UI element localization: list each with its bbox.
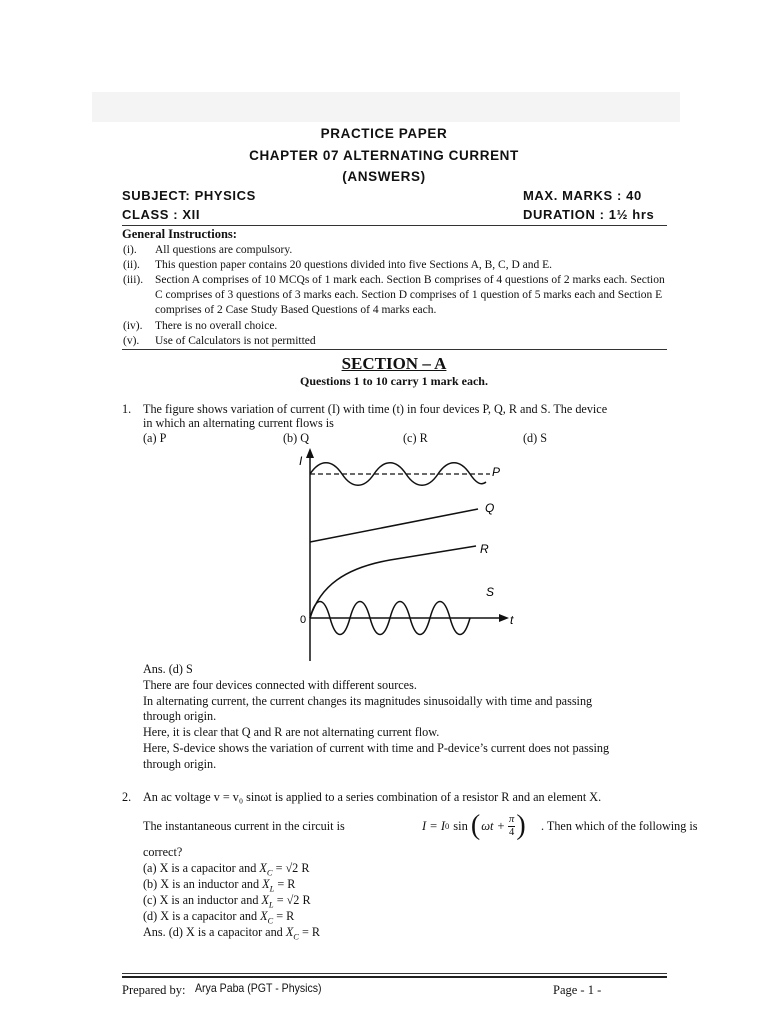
page-number: Page - 1 -	[553, 983, 602, 997]
option-value: = R	[274, 877, 296, 891]
question-number: 2.	[122, 790, 132, 804]
explanation-line: through origin.	[143, 757, 217, 771]
class-label: CLASS : XII	[122, 207, 201, 222]
formula-fraction	[508, 814, 515, 839]
footer-rule-thick	[122, 976, 667, 978]
option-sub: C	[266, 867, 273, 878]
formula-numerator: π	[509, 813, 515, 825]
chapter-title: CHAPTER 07 ALTERNATING CURRENT	[249, 148, 519, 163]
question-text: The figure shows variation of current (I) with time (t) in four devices P, Q, R and S. The device	[143, 402, 608, 416]
option-var: X	[261, 893, 269, 907]
option-text: (c) X is an inductor and	[143, 893, 262, 907]
answer-text: Ans. (d) S	[143, 662, 193, 676]
answer-sub: C	[293, 931, 299, 942]
y-axis-arrow	[306, 448, 314, 458]
curve-r-label: R	[480, 542, 489, 556]
option-value: = √2 R	[272, 861, 310, 875]
formula-right-paren: )	[516, 810, 526, 841]
formula-omega-t: ωt +	[481, 818, 506, 833]
answer-prefix: Ans. (d) X is a capacitor and	[143, 925, 286, 939]
explanation-line: Here, it is clear that Q and R are not alternating current flow.	[143, 725, 440, 739]
option-sub: L	[269, 883, 275, 894]
question-text: An ac voltage v = v₀ sinωt is applied to a series combination of a resistor R and an element X.	[143, 790, 602, 804]
max-marks-label: MAX. MARKS : 40	[523, 188, 642, 203]
answer-value: = R	[298, 925, 321, 939]
option-sub: C	[267, 915, 274, 926]
option-value: = √2 R	[273, 893, 311, 907]
explanation-line: There are four devices connected with different sources.	[143, 678, 417, 692]
instruction-text: Use of Calculators is not permitted	[155, 335, 316, 347]
answer-var: X	[285, 925, 294, 939]
answers-label: (ANSWERS)	[342, 169, 426, 184]
formula-subscript: 0	[445, 820, 450, 831]
option-text: (a) X is a capacitor and	[143, 861, 260, 875]
instruction-text: There is no overall choice.	[155, 320, 278, 332]
question-text: correct?	[143, 845, 183, 859]
question-text: in which an alternating current flows is	[143, 416, 334, 430]
header-divider	[122, 225, 667, 226]
subject-label: SUBJECT: PHYSICS	[122, 188, 256, 203]
current-formula	[422, 810, 526, 842]
y-axis-label: I	[299, 454, 303, 468]
option-var: X	[262, 877, 270, 891]
x-axis-label: t	[510, 613, 514, 627]
instruction-number: (v).	[123, 335, 140, 347]
answer-text	[143, 925, 320, 944]
option-c: (c) R	[403, 431, 428, 445]
explanation-line: In alternating current, the current changes its magnitudes sinusoidally with time and passing	[143, 694, 593, 708]
current-time-figure	[280, 446, 530, 662]
paper-title: PRACTICE PAPER	[320, 126, 448, 141]
footer-rule-thin	[122, 973, 667, 974]
option-d: (d) S	[523, 431, 548, 445]
x-axis-arrow	[499, 614, 509, 622]
instruction-text: This question paper contains 20 questions divided into five Sections A, B, C, D and E.	[155, 259, 553, 271]
origin-label: 0	[300, 614, 307, 626]
instruction-number: (ii).	[123, 259, 140, 271]
explanation-line: through origin.	[143, 709, 217, 723]
formula-denominator: 4	[509, 826, 515, 838]
header-shade	[92, 92, 680, 122]
instruction-number: (i).	[123, 244, 137, 256]
instruction-text: All questions are compulsory.	[155, 244, 293, 256]
section-title: SECTION – A	[341, 354, 447, 373]
formula-lhs: I = I	[422, 818, 446, 833]
option-sub: L	[268, 899, 274, 910]
duration-label: DURATION : 1½ hrs	[523, 207, 655, 222]
explanation-line: Here, S-device shows the variation of current with time and P-device’s current does not passing	[143, 741, 610, 755]
instruction-item	[123, 273, 668, 318]
option-a: (a) P	[143, 431, 167, 445]
curve-s-label: S	[486, 585, 495, 599]
instruction-number: (iv).	[123, 320, 143, 332]
formula-sin: sin	[453, 818, 468, 833]
instructions-heading: General Instructions:	[122, 227, 237, 241]
option-text: (d) X is a capacitor and	[143, 909, 261, 923]
instruction-item	[123, 243, 292, 257]
option-value: = R	[273, 909, 295, 923]
instruction-number: (iii).	[123, 274, 144, 286]
curve-q	[310, 509, 478, 542]
curve-q-label: Q	[485, 501, 495, 515]
curve-r	[310, 546, 476, 618]
instructions-divider	[122, 349, 667, 350]
instruction-item	[123, 258, 552, 272]
section-subtitle: Questions 1 to 10 carry 1 mark each.	[300, 374, 488, 388]
question-text: . Then which of the following is	[541, 819, 698, 833]
curve-p-label: P	[492, 465, 501, 479]
instruction-item	[123, 319, 277, 333]
formula-left-paren: (	[470, 810, 481, 841]
option-b: (b) Q	[283, 431, 310, 445]
footer-author: Arya Paba (PGT - Physics)	[195, 981, 322, 995]
option-text: (b) X is an inductor and	[143, 877, 263, 891]
option-var: X	[260, 909, 268, 923]
question-number: 1.	[122, 402, 132, 416]
question-text: The instantaneous current in the circuit is	[143, 819, 345, 833]
instruction-item	[123, 334, 316, 348]
instruction-text: Section A comprises of 10 MCQs of 1 mark each. Section B comprises of 4 questions of 2 marks each. Section C comprises of 3 questions of 3 marks each. Section D comprises of 1 question of 5 marks each and Section E comprises of 2 Case Study Based Questions of 4 marks each.	[155, 274, 665, 316]
footer-prepared-label: Prepared by:	[122, 983, 186, 997]
option-var: X	[259, 861, 267, 875]
